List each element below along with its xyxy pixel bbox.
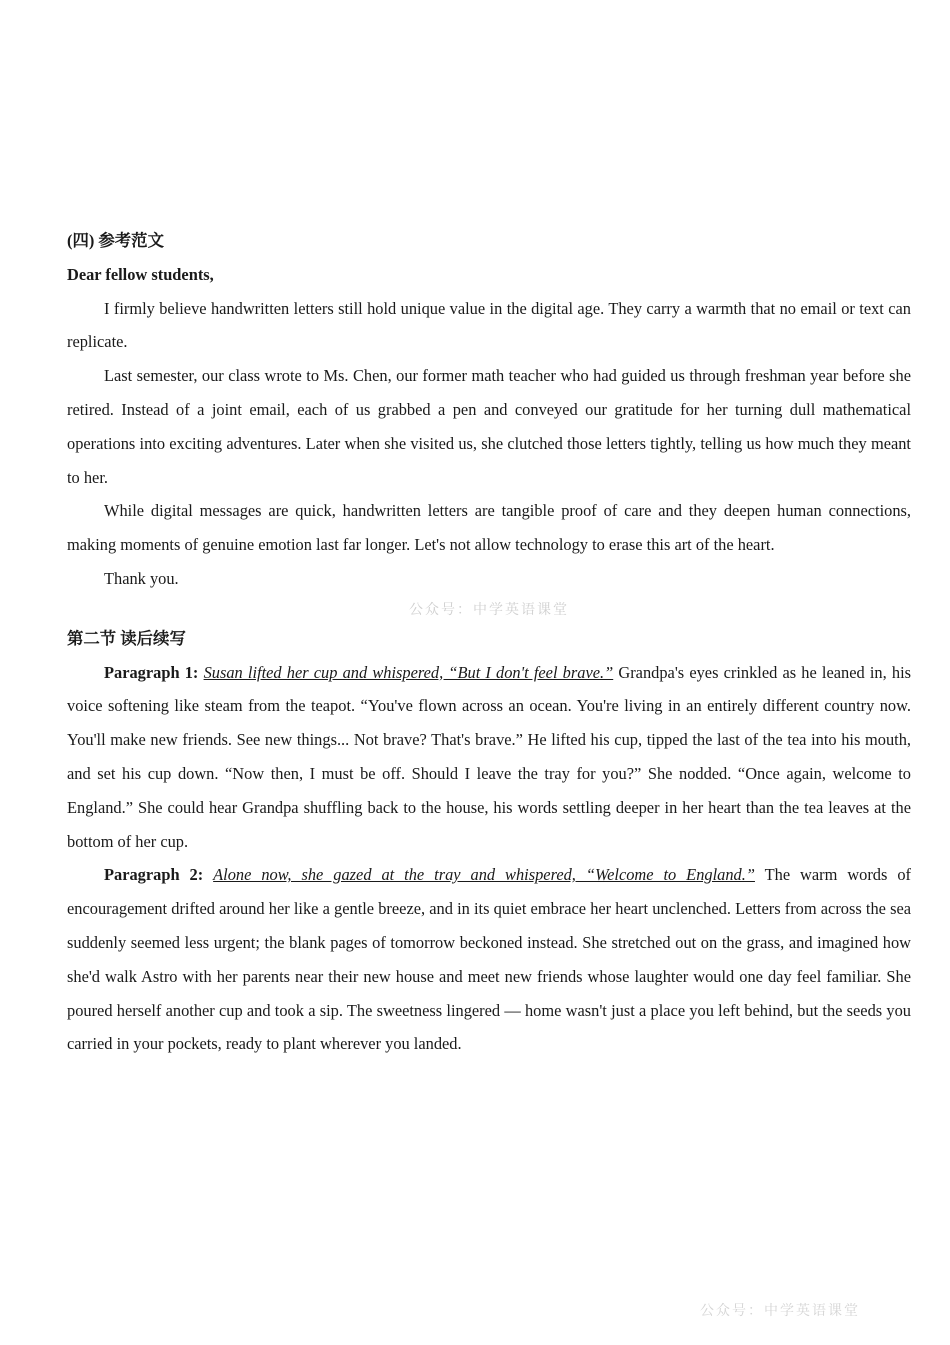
essay-paragraph: I firmly believe handwritten letters still hold unique value in the digital age. They carry a warmth that no email or text can replicate. [67,298,911,352]
paragraph-label: Paragraph 2: [104,865,204,885]
paragraph-text: The warm words of encouragement drifted around her like a gentle breeze, and in its quiet embrace her heart unclenched. Letters from across the sea suddenly seemed less urgent; the blank pages of tomorrow beckoned instead. She stretched out on the grass, and imagined how she'd walk Astro with her parents near their new house and meet new friends whose laughter would one day feel familiar. She poured herself another cup and took a sip. The sweetness lingered — home wasn't just a place you left behind, but the seeds you carried in your pockets, ready to plant wherever you landed. [67,865,911,1054]
essay-closing: Thank you. [104,568,179,588]
paragraph-prompt: Susan lifted her cup and whispered, “But I don't feel brave.” [203,662,614,682]
section-heading-reference-essay: (四) 参考范文 [67,231,164,250]
paragraph-text: Grandpa's eyes crinkled as he leaned in, his voice softening like steam from the teapot. “You've flown across an ocean. You're living in an entirely different country now. You'll make new friends. See new things... Not brave? That's brave.” He lifted his cup, tipped the last of the tea into his mouth, and set his cup down. “Now then, I must be off. Should I leave the tray for you?” She nodded. “Once again, welcome to England.” She could hear Grandpa shuffling back to the house, his words settling deeper in her heart than the tea leaves at the bottom of her cup. [67,662,912,851]
continuation-paragraph-2 [67,858,911,1061]
continuation-paragraph-1 [67,656,911,859]
footer-watermark: 公众号：中学英语课堂 [700,1303,860,1319]
watermark-text: 公众号：中学英语课堂 [409,601,569,618]
essay-paragraph: While digital messages are quick, handwritten letters are tangible proof of care and they deepen human connections, making moments of genuine emotion last far longer. Let's not allow technology to erase this art of the heart. [67,501,911,555]
paragraph-prompt: Alone now, she gazed at the tray and whispered, “Welcome to England.” [213,865,755,885]
paragraph-label: Paragraph 1: [104,662,199,682]
section-heading-continuation-writing: 第二节 读后续写 [67,628,186,648]
essay-paragraph: Last semester, our class wrote to Ms. Chen, our former math teacher who had guided us through freshman year before she retired. Instead of a joint email, each of us grabbed a pen and conveyed our gratitude for her turning dull mathematical operations into exciting adventures. Later when she visited us, she clutched those letters tightly, telling us how much they meant to her. [67,366,911,487]
letter-salutation: Dear fellow students, [67,264,214,284]
document-body [67,224,911,1061]
